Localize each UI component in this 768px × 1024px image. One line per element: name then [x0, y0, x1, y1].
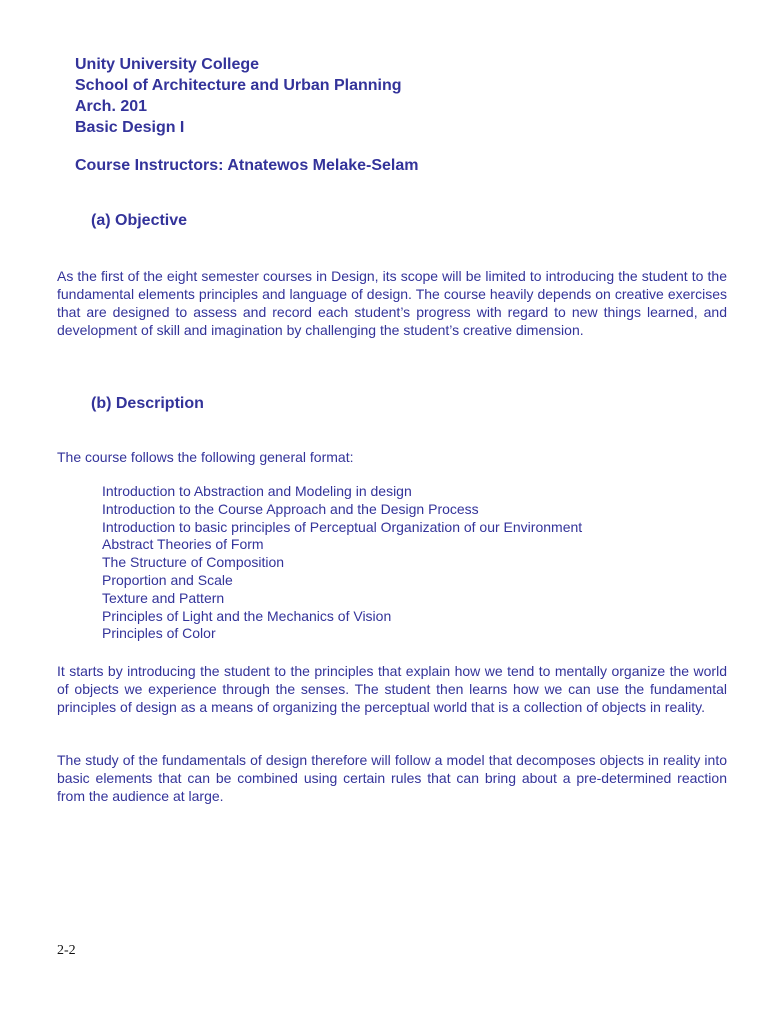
list-item: The Structure of Composition	[102, 554, 285, 571]
topic-list	[102, 483, 582, 643]
institution-name: Unity University College	[75, 56, 260, 73]
list-item: Introduction to Abstraction and Modeling in design	[102, 483, 412, 499]
school-name: School of Architecture and Urban Planning	[75, 77, 402, 94]
list-item: Principles of Color	[102, 625, 216, 642]
list-item: Texture and Pattern	[102, 589, 225, 606]
course-instructors: Course Instructors: Atnatewos Melake-Selam	[75, 157, 419, 174]
description-heading: (b) Description	[91, 395, 204, 412]
list-item: Principles of Light and the Mechanics of Vision	[102, 607, 392, 624]
document-header	[75, 54, 402, 138]
list-item: Introduction to basic principles of Perceptual Organization of our Environment	[102, 518, 583, 535]
description-intro: The course follows the following general format:	[57, 449, 354, 465]
objective-heading: (a) Objective	[91, 212, 188, 229]
objective-paragraph: As the first of the eight semester courses in Design, its scope will be limited to introducing the student to the fundamental elements principles and language of design. The course heavily depends on creative exercises that are designed to assess and record each student’s progress with regard to new things learned, and development of skill and imagination by challenging the student’s creative dimension.	[57, 268, 727, 338]
description-paragraph-2: The study of the fundamentals of design therefore will follow a model that decomposes objects in reality into basic elements that can be combined using certain rules that can bring about a pre-determined reaction from the audience at large.	[57, 752, 727, 804]
list-item: Abstract Theories of Form	[102, 536, 264, 553]
list-item: Proportion and Scale	[102, 571, 233, 588]
course-title: Basic Design I	[75, 119, 185, 136]
course-code: Arch. 201	[75, 98, 148, 115]
list-item: Introduction to the Course Approach and the Design Process	[102, 500, 479, 517]
page-number: 2-2	[57, 943, 76, 958]
description-paragraph-1: It starts by introducing the student to the principles that explain how we tend to mentally organize the world of objects we experience through the senses. The student then learns how we can use the fundamental principles of design as a means of organizing the perceptual world that is a collection of objects in reality.	[57, 663, 727, 715]
